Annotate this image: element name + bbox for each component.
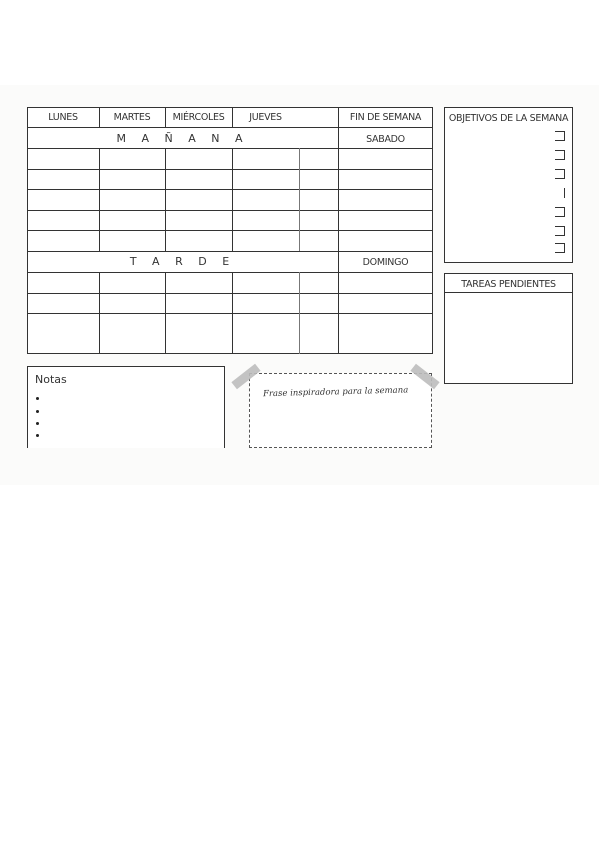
pending-tasks-box [444, 273, 573, 384]
goal-checkbox[interactable] [555, 207, 565, 217]
goal-checkbox[interactable] [555, 243, 565, 253]
morning-section-label: M A Ñ A N A [116, 132, 249, 145]
day-header-wednesday: MIÉRCOLES [172, 112, 225, 123]
notes-title: Notas [35, 373, 67, 386]
weekly-planner-grid [27, 107, 433, 354]
quote-text: Frase inspiradora para la semana [262, 385, 409, 400]
weekly-goals-box [444, 107, 573, 263]
goal-checkbox[interactable] [555, 188, 565, 198]
day-header-weekend: FIN DE SEMANA [349, 112, 422, 123]
quote-box [249, 373, 432, 448]
goal-checkbox[interactable] [555, 131, 565, 141]
sunday-label: DOMINGO [362, 257, 409, 268]
goal-checkbox[interactable] [555, 226, 565, 236]
day-header-thursday: JUEVES [249, 112, 282, 123]
notes-bullet [36, 434, 39, 437]
pending-tasks-divider [445, 292, 572, 293]
notes-bullet [36, 410, 39, 413]
goal-checkbox[interactable] [555, 150, 565, 160]
weekly-goals-title: OBJETIVOS DE LA SEMANA [448, 113, 569, 124]
saturday-label: SABADO [366, 134, 405, 145]
day-header-monday: LUNES [48, 112, 78, 123]
pending-tasks-title: TAREAS PENDIENTES [461, 279, 556, 290]
notes-bullet [36, 422, 39, 425]
notes-box [27, 366, 225, 448]
day-header-tuesday: MARTES [113, 112, 151, 123]
goal-checkbox[interactable] [555, 169, 565, 179]
afternoon-section-label: T A R D E [129, 255, 236, 268]
notes-bullet [36, 397, 39, 400]
